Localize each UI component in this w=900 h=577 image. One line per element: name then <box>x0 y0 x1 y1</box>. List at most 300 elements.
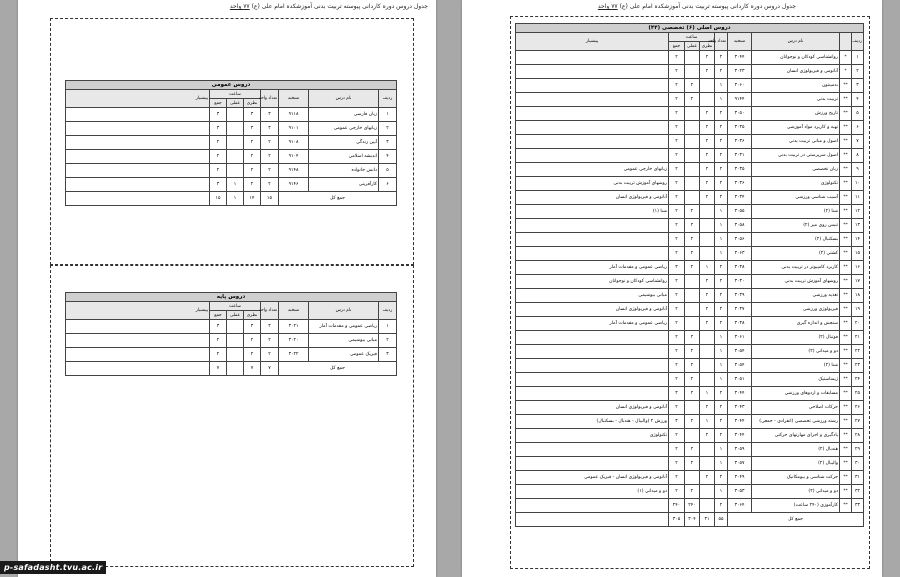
cell-jam: ۲ <box>669 471 685 485</box>
cell-name: مبانی بیوشیمی <box>309 334 379 348</box>
cell-nazari: ۲ <box>700 51 715 65</box>
cell-amali <box>227 164 244 178</box>
cell-units: ۱ <box>715 219 728 233</box>
cell-mark: ** <box>840 191 852 205</box>
cell-code: ۳۰۳۵ <box>728 163 752 177</box>
total-pishniaz <box>66 192 210 206</box>
cell-pishniaz <box>516 107 669 121</box>
cell-name: بسکتبال (۲) <box>752 233 840 247</box>
cell-jam: ۳ <box>210 320 227 334</box>
cell-units: ۲ <box>715 163 728 177</box>
cell-amali <box>685 51 700 65</box>
col-amali: عملی <box>227 311 244 320</box>
cell-radif: ۱۰ <box>852 177 864 191</box>
cell-name: تکنولوژی <box>752 177 840 191</box>
cell-amali <box>685 163 700 177</box>
cell-code: ۳۰۵۴ <box>728 345 752 359</box>
total-amali: ۱ <box>227 192 244 206</box>
cell-name: اندیشه اسلامی <box>309 150 379 164</box>
cell-nazari: ۲ <box>244 178 261 192</box>
col-units: تعداد واحد <box>715 33 728 51</box>
cell-jam: ۲ <box>669 457 685 471</box>
cell-radif: ۳۰ <box>852 457 864 471</box>
cell-pishniaz: تکنولوژی <box>516 429 669 443</box>
cell-mark: * <box>840 65 852 79</box>
cell-nazari: ۲ <box>700 471 715 485</box>
cell-jam: ۲ <box>669 317 685 331</box>
col-units: تعداد واحد <box>261 90 279 108</box>
cell-amali: ۲ <box>685 387 700 401</box>
cell-pishniaz <box>66 136 210 150</box>
total-pishniaz <box>66 362 210 376</box>
cell-name: کارآموزی (۲۴۰ ساعت) <box>752 499 840 513</box>
cell-jam: ۲ <box>669 401 685 415</box>
specialized-courses-table <box>515 23 864 527</box>
cell-pishniaz: روشهای آموزش تربیت بدنی <box>516 177 669 191</box>
general-courses-table <box>65 80 397 206</box>
total-units: ۷ <box>261 362 279 376</box>
cell-jam: ۲ <box>669 149 685 163</box>
cell-mark: ** <box>840 247 852 261</box>
cell-pishniaz: ریاضی عمومی و مقدمات آمار <box>516 261 669 275</box>
cell-amali: ۲ <box>685 233 700 247</box>
table-row <box>516 191 864 205</box>
watermark: p-safadasht.tvu.ac.ir <box>0 561 106 574</box>
table-row <box>516 51 864 65</box>
cell-nazari <box>700 443 715 457</box>
cell-code: ۹۱۱۸ <box>279 108 309 122</box>
cell-mark: ** <box>840 163 852 177</box>
basic-courses-table <box>65 292 397 376</box>
cell-mark: ** <box>840 499 852 513</box>
cell-nazari: ۳ <box>244 320 261 334</box>
cell-pishniaz: ورزش ۲ (والیبال - هندبال - بسکتبال) <box>516 415 669 429</box>
cell-nazari: ۲ <box>700 107 715 121</box>
col-code: منتخبه <box>279 302 309 320</box>
specialized-courses-box <box>510 16 870 569</box>
cell-radif: ۲۵ <box>852 387 864 401</box>
cell-mark: ** <box>840 303 852 317</box>
cell-jam: ۲ <box>669 107 685 121</box>
cell-radif: ۲۴ <box>852 373 864 387</box>
cell-nazari: ۲ <box>244 164 261 178</box>
cell-code: ۳۰۶۰ <box>728 79 752 93</box>
cell-jam: ۳ <box>210 108 227 122</box>
cell-code: ۳۰۳۷ <box>728 303 752 317</box>
cell-radif: ۲ <box>379 334 397 348</box>
specialized-title: دروس اصلی (۶) تخصصی (۴۴) <box>516 24 864 33</box>
table-row <box>516 345 864 359</box>
cell-amali <box>227 108 244 122</box>
table-row <box>516 289 864 303</box>
cell-jam: ۲ <box>669 177 685 191</box>
cell-mark: ** <box>840 79 852 93</box>
cell-amali <box>685 401 700 415</box>
col-radif: ردیف <box>379 90 397 108</box>
cell-nazari <box>700 359 715 373</box>
cell-amali: ۲ <box>685 247 700 261</box>
cell-amali <box>685 149 700 163</box>
cell-mark: ** <box>840 485 852 499</box>
basic-title: دروس پایه <box>66 293 397 302</box>
total-pishniaz <box>516 513 669 527</box>
cell-radif: ۱۱ <box>852 191 864 205</box>
cell-mark: ** <box>840 373 852 387</box>
cell-nazari: ۲ <box>700 149 715 163</box>
cell-nazari <box>700 345 715 359</box>
table-row <box>516 415 864 429</box>
cell-code: ۳۰۶۳ <box>728 247 752 261</box>
header-title: جدول دروس دوره کاردانی پیوسته تربیت بدنی آموزشکده امام علی (ع) <box>619 3 796 10</box>
cell-nazari <box>700 79 715 93</box>
cell-code: ۳۰۴۹ <box>728 471 752 485</box>
cell-pishniaz: روانشناسی کودکان و نوجوانان <box>516 275 669 289</box>
table-row <box>516 429 864 443</box>
cell-jam: ۲ <box>669 219 685 233</box>
cell-name: زبان فارسی <box>309 108 379 122</box>
cell-pishniaz: شنا (۱) <box>516 205 669 219</box>
cell-radif: ۲۹ <box>852 443 864 457</box>
cell-amali: ۲ <box>685 331 700 345</box>
cell-nazari <box>700 93 715 107</box>
cell-name: زبان تخصصی <box>752 163 840 177</box>
cell-code: ۹۱۴۶ <box>279 178 309 192</box>
cell-pishniaz <box>66 178 210 192</box>
cell-pishniaz: آناتومی و فیزیولوژی انسان <box>516 191 669 205</box>
cell-units: ۲ <box>715 51 728 65</box>
cell-nazari: ۲ <box>700 177 715 191</box>
cell-jam: ۲ <box>669 303 685 317</box>
col-jam: جمع <box>210 99 227 108</box>
cell-nazari: ۳ <box>244 122 261 136</box>
cell-units: ۲ <box>715 275 728 289</box>
page-header-left <box>220 3 428 10</box>
cell-name: فیزیولوژی ورزشی <box>752 303 840 317</box>
table-row <box>66 320 397 334</box>
cell-pishniaz: زبانهای خارجی عمومی <box>516 163 669 177</box>
cell-amali: ۲ <box>685 359 700 373</box>
table-row <box>66 150 397 164</box>
cell-radif: ۳۲ <box>852 485 864 499</box>
cell-pishniaz: آناتومی و فیزیولوژی انسان - فیزیک عمومی <box>516 471 669 485</box>
cell-mark: ** <box>840 429 852 443</box>
cell-radif: ۱۳ <box>852 219 864 233</box>
cell-radif: ۹ <box>852 163 864 177</box>
col-amali: عملی <box>685 42 700 51</box>
cell-amali: ۲ <box>685 79 700 93</box>
table-row <box>516 359 864 373</box>
cell-units: ۱ <box>715 345 728 359</box>
cell-amali: ۲ <box>685 443 700 457</box>
cell-radif: ۲ <box>852 65 864 79</box>
cell-name: دو و میدانی (۲) <box>752 345 840 359</box>
cell-pishniaz <box>66 164 210 178</box>
table-row <box>66 348 397 362</box>
cell-radif: ۶ <box>852 121 864 135</box>
cell-amali: ۲ <box>685 485 700 499</box>
cell-amali <box>685 303 700 317</box>
cell-units: ۲ <box>715 387 728 401</box>
total-nazari: ۱۴ <box>244 192 261 206</box>
table-row <box>66 334 397 348</box>
cell-amali <box>685 471 700 485</box>
cell-radif: ۳ <box>379 348 397 362</box>
cell-units: ۲ <box>715 65 728 79</box>
cell-pishniaz <box>66 108 210 122</box>
table-row <box>516 457 864 471</box>
cell-jam: ۲ <box>210 150 227 164</box>
cell-code: ۳۰۳۱ <box>728 149 752 163</box>
total-row <box>66 362 397 376</box>
cell-amali <box>685 65 700 79</box>
cell-radif: ۷ <box>852 135 864 149</box>
cell-units: ۲ <box>715 317 728 331</box>
cell-nazari: ۲ <box>700 401 715 415</box>
cell-radif: ۱۲ <box>852 205 864 219</box>
cell-radif: ۲۱ <box>852 331 864 345</box>
col-hours: ساعت <box>210 90 261 99</box>
cell-units: ۳ <box>261 108 279 122</box>
cell-units: ۲ <box>715 415 728 429</box>
cell-radif: ۳ <box>379 136 397 150</box>
col-jam: جمع <box>669 42 685 51</box>
cell-nazari <box>700 331 715 345</box>
cell-code: ۳۰۳۰ <box>728 275 752 289</box>
cell-amali <box>685 191 700 205</box>
cell-name: روانشناسی کودکان و نوجوانان <box>752 51 840 65</box>
cell-mark: ** <box>840 219 852 233</box>
col-radif: ردیف <box>379 302 397 320</box>
cell-code: ۳۰۳۹ <box>728 289 752 303</box>
cell-code: ۳۰۳۸ <box>728 261 752 275</box>
cell-nazari <box>700 499 715 513</box>
cell-jam: ۲ <box>669 191 685 205</box>
cell-nazari: ۲ <box>700 191 715 205</box>
cell-jam: ۲ <box>669 233 685 247</box>
table-row <box>516 443 864 457</box>
cell-code: ۳۰۵۳ <box>728 485 752 499</box>
cell-code: ۳۰۳۶ <box>728 177 752 191</box>
cell-code: ۳۰۵۰ <box>728 107 752 121</box>
cell-pishniaz <box>516 149 669 163</box>
cell-units: ۱ <box>715 331 728 345</box>
cell-code: ۳۰۳۵ <box>728 121 752 135</box>
cell-mark: ** <box>840 275 852 289</box>
cell-pishniaz <box>516 247 669 261</box>
cell-nazari: ۲ <box>700 65 715 79</box>
cell-amali: ۲ <box>685 205 700 219</box>
col-units: تعداد واحد <box>261 302 279 320</box>
cell-radif: ۲۰ <box>852 317 864 331</box>
cell-nazari <box>700 373 715 387</box>
cell-nazari: ۲ <box>700 121 715 135</box>
cell-radif: ۴ <box>379 150 397 164</box>
cell-code: ۳۰۳۸ <box>728 317 752 331</box>
total-nazari: ۷ <box>244 362 261 376</box>
cell-code: ۳۰۲۰ <box>279 334 309 348</box>
cell-code: ۹۱۰۴ <box>279 150 309 164</box>
cell-amali <box>685 121 700 135</box>
table-row <box>516 485 864 499</box>
table-row <box>66 108 397 122</box>
cell-jam: ۲ <box>669 345 685 359</box>
cell-mark: ** <box>840 359 852 373</box>
cell-amali <box>227 136 244 150</box>
cell-mark: ** <box>840 317 852 331</box>
cell-pishniaz <box>516 219 669 233</box>
cell-radif: ۱۷ <box>852 275 864 289</box>
total-nazari: ۳۱ <box>700 513 715 527</box>
cell-nazari: ۲ <box>700 275 715 289</box>
cell-radif: ۶ <box>379 178 397 192</box>
cell-units: ۲ <box>261 348 279 362</box>
cell-radif: ۵ <box>379 164 397 178</box>
cell-name: حرکت شناسی و بیومکانیک <box>752 471 840 485</box>
cell-nazari <box>700 485 715 499</box>
cell-jam: ۲ <box>210 348 227 362</box>
total-amali <box>227 362 244 376</box>
cell-mark: ** <box>840 135 852 149</box>
cell-amali: ۲۴۰ <box>685 499 700 513</box>
cell-mark: ** <box>840 415 852 429</box>
cell-nazari: ۱ <box>700 387 715 401</box>
cell-jam: ۲ <box>669 51 685 65</box>
cell-jam: ۲ <box>669 443 685 457</box>
table-row <box>516 79 864 93</box>
cell-name: آیین زندگی <box>309 136 379 150</box>
cell-jam: ۳ <box>210 122 227 136</box>
cell-mark: ** <box>840 401 852 415</box>
col-radif: ردیف <box>852 33 864 51</box>
cell-amali <box>685 275 700 289</box>
page-left <box>18 0 436 577</box>
cell-jam: ۲ <box>669 121 685 135</box>
cell-amali <box>685 135 700 149</box>
cell-code: ۹۱۰۸ <box>279 136 309 150</box>
cell-radif: ۲ <box>379 122 397 136</box>
table-row <box>516 261 864 275</box>
page-right <box>462 0 882 577</box>
cell-amali <box>227 150 244 164</box>
cell-code: ۳۰۵۷ <box>728 457 752 471</box>
cell-name: کاربرد کامپیوتر در تربیت بدنی <box>752 261 840 275</box>
cell-pishniaz <box>516 345 669 359</box>
cell-units: ۲ <box>261 334 279 348</box>
col-code: منتخبه <box>728 33 752 51</box>
cell-code: ۳۰۴۴ <box>728 387 752 401</box>
cell-amali <box>685 429 700 443</box>
cell-name: روشهای آموزش تربیت بدنی <box>752 275 840 289</box>
cell-units: ۱ <box>715 443 728 457</box>
cell-pishniaz <box>516 65 669 79</box>
cell-jam: ۲ <box>669 359 685 373</box>
cell-radif: ۴ <box>852 93 864 107</box>
table-row <box>516 387 864 401</box>
cell-jam: ۲ <box>210 136 227 150</box>
cell-code: ۳۰۲۱ <box>279 320 309 334</box>
cell-name: شنا (۲) <box>752 205 840 219</box>
cell-code: ۹۱۴۸ <box>279 164 309 178</box>
cell-pishniaz <box>516 135 669 149</box>
table-row <box>516 163 864 177</box>
cell-jam: ۲ <box>669 65 685 79</box>
cell-nazari: ۲ <box>700 317 715 331</box>
cell-units: ۱ <box>715 247 728 261</box>
cell-mark: ** <box>840 331 852 345</box>
cell-jam: ۳ <box>669 261 685 275</box>
cell-nazari <box>700 205 715 219</box>
cell-mark: ** <box>840 205 852 219</box>
cell-radif: ۳۳ <box>852 499 864 513</box>
cell-units: ۱ <box>715 457 728 471</box>
cell-jam: ۲ <box>669 275 685 289</box>
cell-jam: ۳ <box>210 178 227 192</box>
cell-radif: ۱۹ <box>852 303 864 317</box>
total-label: جمع کل <box>279 192 397 206</box>
cell-radif: ۸ <box>852 149 864 163</box>
cell-pishniaz <box>66 150 210 164</box>
cell-pishniaz <box>516 457 669 471</box>
cell-nazari: ۲ <box>700 135 715 149</box>
cell-name: رشته ورزشی تخصصی (انفرادی - جمعی) <box>752 415 840 429</box>
cell-amali: ۲ <box>685 261 700 275</box>
cell-amali: ۱ <box>227 178 244 192</box>
cell-name: تغذیه ورزشی <box>752 289 840 303</box>
cell-nazari: ۲ <box>244 334 261 348</box>
cell-code: ۳۰۵۹ <box>728 443 752 457</box>
cell-units: ۲ <box>715 135 728 149</box>
cell-pishniaz <box>516 373 669 387</box>
cell-mark: ** <box>840 443 852 457</box>
total-amali: ۳۰۴ <box>685 513 700 527</box>
cell-name: شنا (۲) <box>752 359 840 373</box>
cell-jam: ۳ <box>669 387 685 401</box>
cell-code: ۳۰۴۳ <box>728 401 752 415</box>
cell-name: فیزیک عمومی <box>309 348 379 362</box>
cell-mark: ** <box>840 233 852 247</box>
table-row <box>516 205 864 219</box>
cell-units: ۲ <box>261 178 279 192</box>
table-row <box>516 317 864 331</box>
cell-nazari <box>700 457 715 471</box>
cell-radif: ۱۵ <box>852 247 864 261</box>
cell-nazari: ۲ <box>700 163 715 177</box>
cell-jam: ۲ <box>669 429 685 443</box>
cell-pishniaz <box>516 499 669 513</box>
basic-courses-box <box>50 265 414 567</box>
table-row <box>516 65 864 79</box>
cell-jam: ۲ <box>669 135 685 149</box>
cell-jam: ۲۴۰ <box>669 499 685 513</box>
total-row <box>66 192 397 206</box>
cell-units: ۱ <box>715 359 728 373</box>
cell-code: ۳۰۴۴ <box>728 429 752 443</box>
cell-name: ژیمناستیک <box>752 373 840 387</box>
cell-radif: ۲۳ <box>852 359 864 373</box>
cell-amali <box>227 320 244 334</box>
cell-code: ۳۰۵۱ <box>728 373 752 387</box>
total-row <box>516 513 864 527</box>
cell-amali: ۲ <box>685 219 700 233</box>
cell-name: یادگیری و اجرای مهارتهای حرکتی <box>752 429 840 443</box>
cell-units: ۱ <box>715 485 728 499</box>
cell-amali <box>685 289 700 303</box>
cell-radif: ۱۶ <box>852 261 864 275</box>
col-pishniaz: پیشنیاز <box>66 90 210 108</box>
cell-mark: ** <box>840 387 852 401</box>
cell-units: ۳ <box>261 122 279 136</box>
cell-nazari: ۲ <box>244 150 261 164</box>
